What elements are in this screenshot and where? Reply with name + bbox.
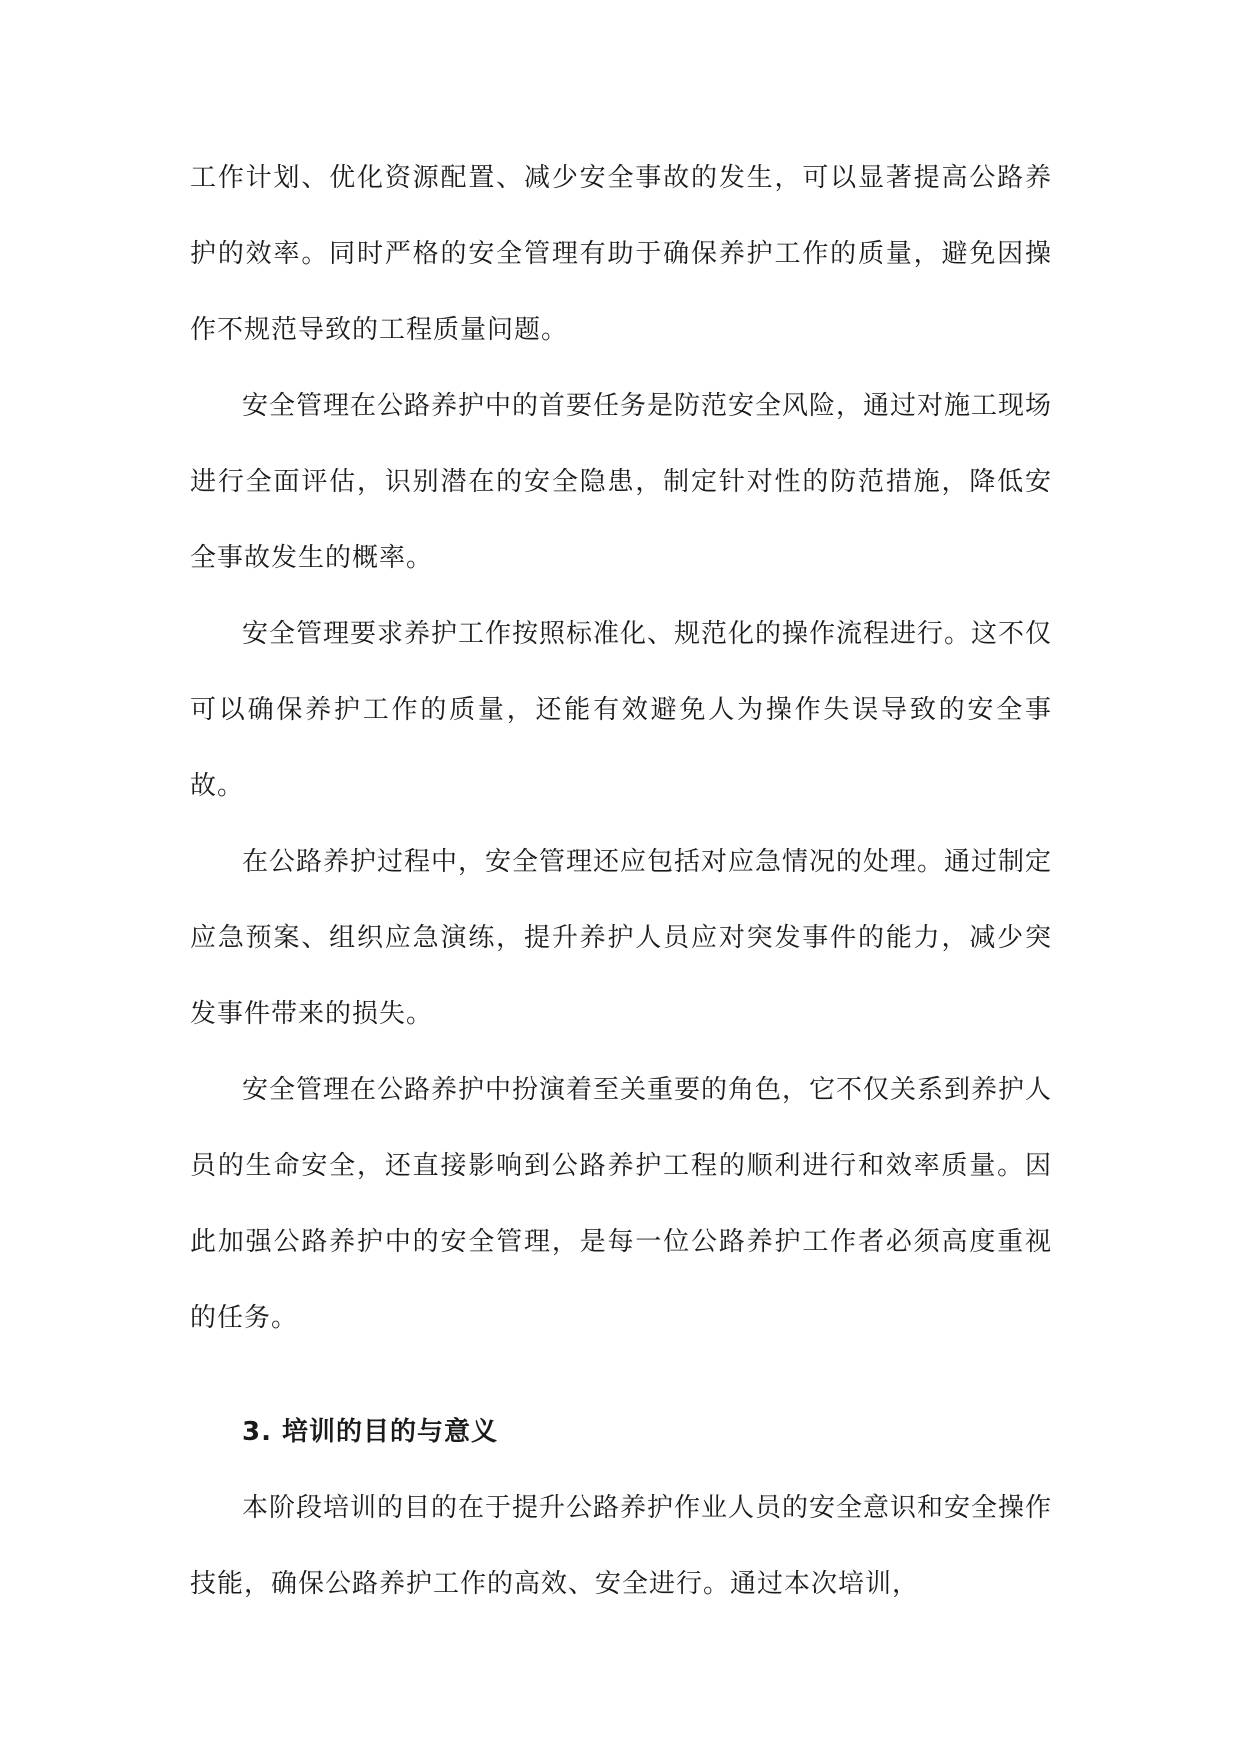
document-body [190, 140, 1052, 1622]
section-title: 培训的目的与意义 [281, 1417, 498, 1447]
section-heading [190, 1394, 1052, 1470]
paragraph-importance: 安全管理在公路养护中扮演着至关重要的角色，它不仅关系到养护人员的生命安全，还直接影响到公路养护工程的顺利进行和效率质量。因此加强公路养护中的安全管理，是每一位公路养护工作者必须高度重视的任务。 [190, 1075, 1053, 1333]
paragraph-standard-procedure: 安全管理要求养护工作按照标准化、规范化的操作流程进行。这不仅可以确保养护工作的质量，还能有效避免人为操作失误导致的安全事故。 [190, 619, 1053, 801]
paragraph-training-purpose: 本阶段培训的目的在于提升公路养护作业人员的安全意识和安全操作技能，确保公路养护工作的高效、安全进行。通过本次培训， [190, 1493, 1053, 1599]
paragraph-emergency-handling: 在公路养护过程中，安全管理还应包括对应急情况的处理。通过制定应急预案、组织应急演练，提升养护人员应对突发事件的能力，减少突发事件带来的损失。 [190, 847, 1053, 1029]
section-number: 3. [242, 1417, 272, 1447]
paragraph-continued: 工作计划、优化资源配置、减少安全事故的发生，可以显著提高公路养护的效率。同时严格的安全管理有助于确保养护工作的质量，避免因操作不规范导致的工程质量问题。 [190, 163, 1052, 345]
paragraph-risk-prevention: 安全管理在公路养护中的首要任务是防范安全风险，通过对施工现场进行全面评估，识别潜在的安全隐患，制定针对性的防范措施，降低安全事故发生的概率。 [190, 391, 1053, 573]
